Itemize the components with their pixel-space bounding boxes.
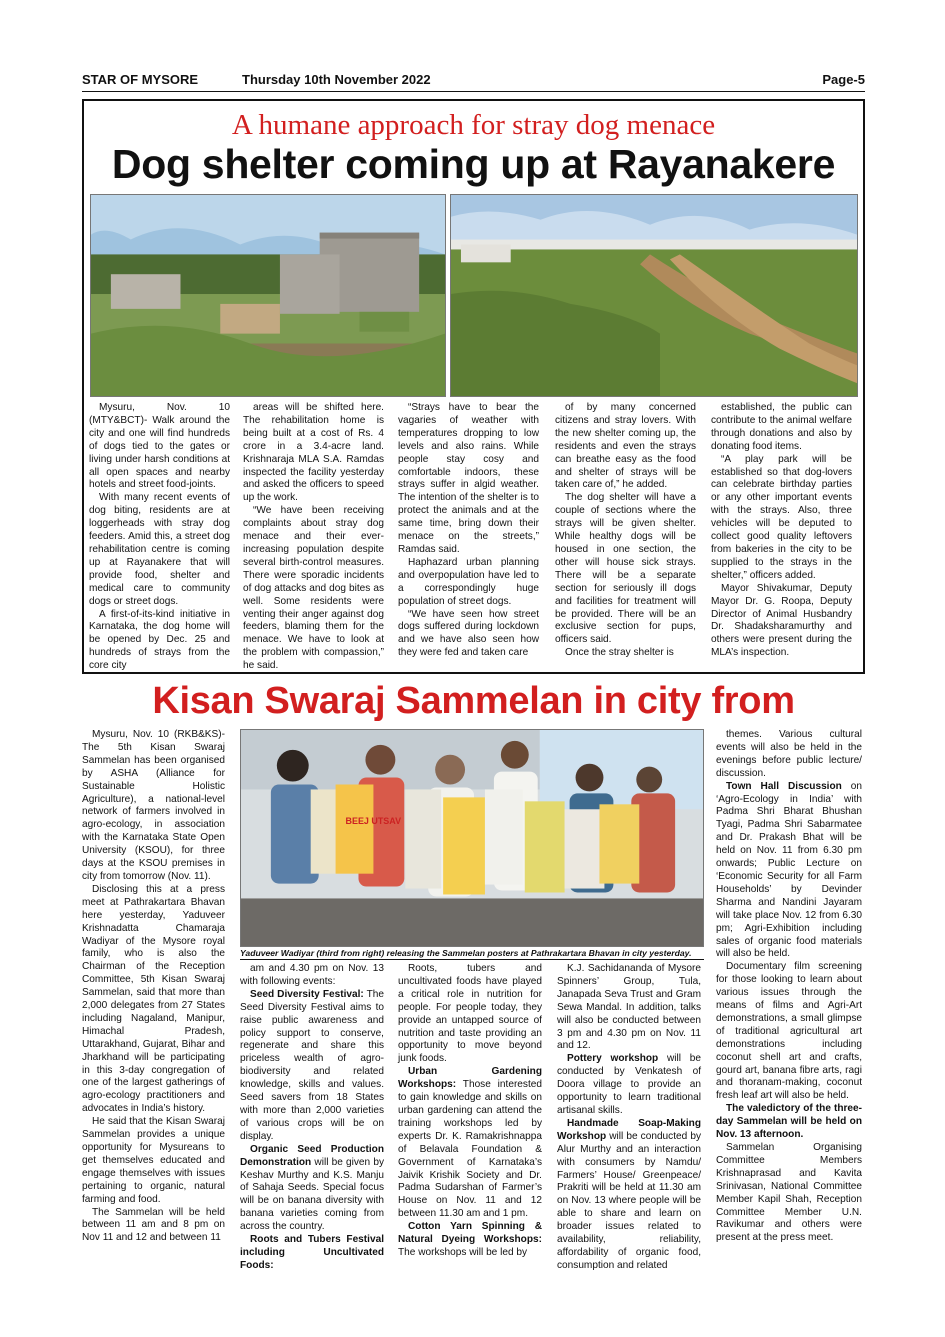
story1-col-4: [555, 402, 696, 670]
paragraph: [557, 963, 701, 1053]
photo-construction-site: [90, 194, 446, 397]
photo-poster-release: [240, 729, 704, 947]
story2-col-1: [82, 729, 225, 1264]
story1-col-3: [398, 402, 539, 670]
para-lead: The valedictory of the three-day Sammelan will be held on Nov. 13 afternoon.: [716, 1103, 862, 1141]
page-number: Page-5: [822, 72, 865, 87]
para-text: Those interested to gain knowledge and skills on urban gardening can attend the training workshops led by experts Dr. K. Ramakrishnappa of Belavala Foundation & Government of Karnataka’s Jaivik Krishik Society and Dr. Padma Sudarshan of Farmer’s House on Nov. 11 and 12 between 11.30 am and 1 pm.: [398, 1079, 542, 1220]
paragraph: [716, 1103, 862, 1142]
paragraph: Mayor Shivakumar, Deputy Mayor Dr. G. Roopa, Deputy Director of Animal Husbandry Dr. Shadaksharamurthy and others were present during the MLA’s inspection.: [711, 582, 852, 659]
paragraph: “We have been receiving complaints about stray dog menace and their ever-increasing population despite several birth-control measures. There were sporadic incidents of dog attacks and dog bites as well. Some residents were venting their anger against dog feeders, blaming them for the menace. We have to look at the problem with compassion,” he said.: [243, 505, 384, 672]
paragraph: [398, 963, 542, 1066]
paragraph: Once the stray shelter is: [565, 647, 674, 659]
para-lead: Pottery workshop: [567, 1053, 659, 1065]
para-text: am and 4.30 pm on Nov. 13 with following events:: [240, 963, 384, 987]
paragraph: “We have seen how street dogs suffered during lockdown and we have also seen how they were fed and taken care: [398, 608, 539, 659]
paragraph: He said that the Kisan Swaraj Sammelan provides a unique opportunity for Mysureans to get themselves educated and engage themselves with issues pertaining to organic, natural farming and food.: [82, 1116, 225, 1205]
story1-col-2: [243, 402, 384, 670]
story2-col-5: [716, 729, 862, 1264]
para-text: will be conducted by Alur Murthy and an interaction with consumers by Namdu/ Farmers’ House/ Greenpeace/ Prakriti will be held at 11.30 am on Nov. 13 where people will be able to share and learn on broader issues related to availability, reliability, affordability of organic food, consumption and related: [557, 1130, 701, 1271]
paragraph: [716, 729, 862, 781]
paragraph: “Strays have to bear the vagaries of weather with temperatures dropping to low levels and also rains. While people stay cosy and comfortable indoors, these strays suffer in algid weather. The intention of the shelter is to protect the animals and at the same time, bring down their menace on the streets,” Ramdas said.: [398, 402, 539, 555]
para-lead: Town Hall Discussion: [726, 780, 842, 792]
paragraph: Mysuru, Nov. 10 (RKB&KS)- The 5th Kisan Swaraj Sammelan has been organised by ASHA (Alliance for Sustainable Holistic Agriculture), a national-level network of farmers involved in agro-ecology, in association with the Karnataka State Open University (KSOU), for three days at the KSOU premises in city from tomorrow (Nov. 11).: [82, 729, 225, 882]
para-text: will be given by Keshav Murthy and K.S. Manju of Sahaja Seeds. Special focus will be on banana diversity with banana varieties coming from across the country.: [240, 1156, 384, 1233]
paragraph: [716, 781, 862, 962]
story1-col-1: [89, 402, 230, 670]
paragraph: Mysuru, Nov. 10 (MTY&BCT)- Walk around the city and one will find hundreds of dogs tied to the gates or living under harsh conditions at all open spaces and nearby hotels and street food-joints.: [89, 402, 230, 491]
paragraph: A first-of-its-kind initiative in Karnataka, the dog home will be opened by Dec. 25 and hundreds of strays from the core city: [89, 608, 230, 672]
paragraph: [716, 1142, 862, 1245]
masthead: [82, 70, 865, 92]
para-lead: Handmade Soap-Making Workshop: [557, 1117, 701, 1142]
paragraph: The Sammelan will be held between 11 am and 8 pm on Nov 11 and 12 and between 11: [82, 1206, 225, 1244]
paragraph: With many recent events of dog biting, residents are at loggerheads with stray dog feeders. Amid this, a street dog rehabilitation centre is coming up at Rayanakere that will provide food, shelter and medical care to community dogs or street dogs.: [89, 492, 230, 607]
story-kicker: A humane approach for stray dog menace: [231, 109, 716, 141]
paragraph: Disclosing this at a press meet at Pathrakartara Bhavan here yesterday, Yaduveer Krishnadatta Chamaraja Wadiyar of the Mysore royal family, who is also the Chairman of the Reception Committee, 5th Kisan Swaraj Sammelan, said that more than 2,000 delegates from 27 States including Nagaland, Manipur, Himachal Pradesh, Uttarakhand, Gujarat, Bihar and Jharkhand will be participating in this 3-day congregation of one of the largest gatherings of agro-ecology practitioners and advocates in India’s history.: [82, 883, 225, 1115]
paragraph: [240, 1234, 384, 1273]
para-lead: Urban Gardening Workshops:: [398, 1066, 542, 1091]
paragraph: Haphazard urban planning and overpopulation have led to a correspondingly huge population of street dogs.: [398, 556, 539, 607]
paper-name: STAR OF MYSORE: [82, 72, 199, 87]
paragraph: established, the public can contribute to the animal welfare through donations and also by donating food items.: [711, 402, 852, 452]
paragraph: of by many concerned citizens and stray lovers. With the new shelter coming up, the residents and even the strays can breathe easy as the food and shelter of strays will be taken care of,” he added.: [555, 402, 696, 491]
story2-col-3: [398, 963, 542, 1263]
para-text: K.J. Sachidananda of Mysore Spinners’ Group, Tula, Janapada Seva Trust and Gram Sewa Mandal. In addition, talks will also be conducted between 3 pm and 4.30 pm on Nov. 11 and 12.: [557, 963, 701, 1052]
para-text: on ‘Agro-Ecology in India’ with Padma Shri Bharat Bhushan Tyagi, Padma Shri Sabarmatee and Dr. Prakash Bhat will be held on Nov. 11 from 6.30 pm onwards; Public Lecture on ‘Economic Security for all Farm Households’ by Devinder Sharma and Nandini Jayaram will take place Nov. 12 from 6.30 pm; Agri-Exhibition including sales of organic food materials will also be held.: [716, 780, 862, 960]
para-lead: Cotton Yarn Spinning & Natural Dyeing Workshops:: [398, 1221, 542, 1246]
story1-col-5: [711, 402, 852, 670]
para-text: The workshops will be led by: [398, 1246, 528, 1258]
story2-col-4: [557, 963, 701, 1271]
story2-col-2: [240, 963, 384, 1271]
photo-caption: [240, 948, 704, 960]
para-lead: Organic Seed Production Demonstration: [240, 1143, 384, 1168]
paragraph: [557, 1053, 701, 1118]
caption-text: (third from right) releasing the Sammelan posters at Pathrakartara Bhavan in city yesterday.: [314, 948, 692, 958]
paragraph: [240, 1144, 384, 1234]
issue-date: Thursday 10th November 2022: [242, 72, 431, 87]
poster-text: BEEJ UTSAV: [345, 816, 402, 827]
paragraph: [240, 989, 384, 1144]
paragraph: [240, 963, 384, 989]
story2-headline: Kisan Swaraj Sammelan in city from: [152, 680, 795, 722]
paragraph: “A play park will be established so that dog-lovers can celebrate birthday parties or any other important events with the strays. Also, three vehicles will be deputed to collect good quality leftovers from bakeries in the city to be supplied to the strays in the shelter,” officers added.: [711, 453, 852, 581]
paragraph: [716, 961, 862, 1103]
caption-name: Yaduveer Wadiyar: [240, 948, 315, 958]
story-headline: Dog shelter coming up at Rayanakere: [111, 141, 836, 187]
para-text: themes. Various cultural events will also be held in the evenings before public lecture/ discussion.: [716, 729, 862, 779]
paragraph: areas will be shifted here. The rehabilitation home is being built at a cost of Rs. 4 crore in a 3.4-acre land. Krishnaraja MLA S.A. Ramdas inspected the facility yesterday and asked the officers to speed up the work.: [243, 402, 384, 504]
para-text: Documentary film screening for those looking to learn about various issues through the means of films and Agri-Art demonstrations, a small glimpse of traditional agricultural art demonstrations including coconut shell art and crafts, gourd art, banana fibre arts, ragi and thoranam-making, coconut fresh leaf art will also be held.: [716, 961, 862, 1102]
paragraph: The dog shelter will have a couple of sections where the strays will be given shelter. While healthy dogs will be housed in one section, the other will house sick strays. There will be a separate section for seriously ill dogs and facilities for treatment will be provided. There will be an exclusive section for pups, officers said.: [555, 492, 696, 646]
photo-open-land: [450, 194, 858, 397]
paragraph: [557, 1118, 701, 1273]
para-lead: Roots and Tubers Festival including Uncultivated Foods:: [240, 1234, 384, 1271]
para-text: Roots, tubers and uncultivated foods have played a critical role in nutrition for people. For people today, they provide an untapped source of nutrition and taste providing an opportunity to move beyond junk foods.: [398, 963, 542, 1065]
paragraph: [398, 1066, 542, 1221]
para-text: Sammelan Organising Committee Members Krishnaprasad and Kavita Srinivasan, National Committee Member Kapil Shah, Reception Committee Member U.N. Ravikumar and others were present at the press meet.: [716, 1142, 862, 1244]
para-lead: Seed Diversity Festival:: [250, 988, 364, 1000]
paragraph: [398, 1221, 542, 1260]
para-text: The Seed Diversity Festival aims to raise public awareness and policy support to conserve, regenerate and share this priceless wealth of agro-biodiversity and related knowledge, skills and values. Seed savers from 18 States with more than 2,000 varieties of various crops will be on display.: [240, 988, 384, 1142]
para-text: will be conducted by Venkatesh of Doora village to provide an opportunity to learn traditional artisanal skills.: [557, 1053, 701, 1116]
